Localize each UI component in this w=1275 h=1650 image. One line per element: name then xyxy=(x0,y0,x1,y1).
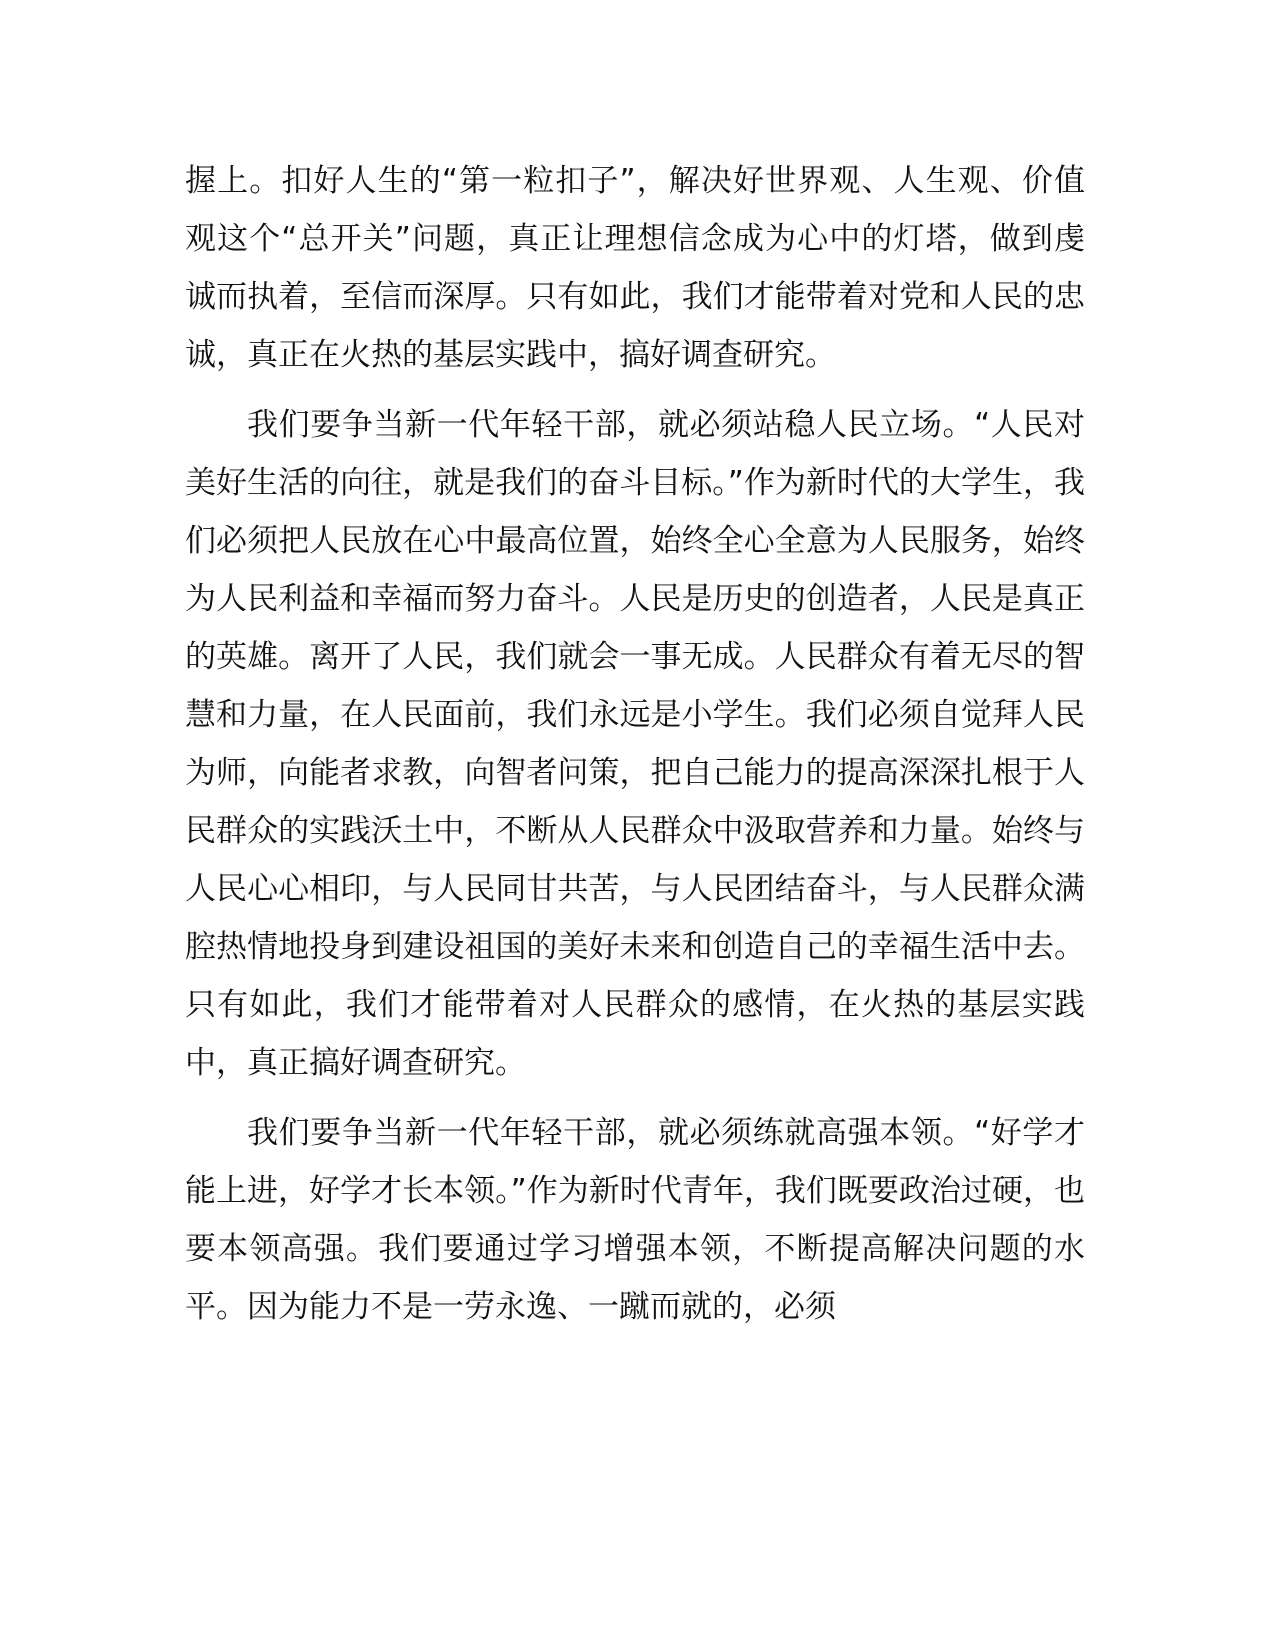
document-body xyxy=(185,152,1085,1348)
paragraph-1: 握上。扣好人生的“第一粒扣子”，解决好世界观、人生观、价值观这个“总开关”问题，真正让理想信念成为心中的灯塔，做到虔诚而执着，至信而深厚。只有如此，我们才能带着对党和人民的忠诚，真正在火热的基层实践中，搞好调查研究。 xyxy=(185,163,1085,373)
paragraph-2: 我们要争当新一代年轻干部，就必须站稳人民立场。“人民对美好生活的向往，就是我们的奋斗目标。”作为新时代的大学生，我们必须把人民放在心中最高位置，始终全心全意为人民服务，始终为人民利益和幸福而努力奋斗。人民是历史的创造者，人民是真正的英雄。离开了人民，我们就会一事无成。人民群众有着无尽的智慧和力量，在人民面前，我们永远是小学生。我们必须自觉拜人民为师，向能者求教，向智者问策，把自己能力的提高深深扎根于人民群众的实践沃土中，不断从人民群众中汲取营养和力量。始终与人民心心相印，与人民同甘共苦，与人民团结奋斗，与人民群众满腔热情地投身到建设祖国的美好未来和创造自己的幸福生活中去。只有如此，我们才能带着对人民群众的感情，在火热的基层实践中，真正搞好调查研究。 xyxy=(185,407,1085,1081)
paragraph-3: 我们要争当新一代年轻干部，就必须练就高强本领。“好学才能上进，好学才长本领。”作为新时代青年，我们既要政治过硬，也要本领高强。我们要通过学习增强本领，不断提高解决问题的水平。因为能力不是一劳永逸、一蹴而就的，必须 xyxy=(185,1115,1085,1325)
